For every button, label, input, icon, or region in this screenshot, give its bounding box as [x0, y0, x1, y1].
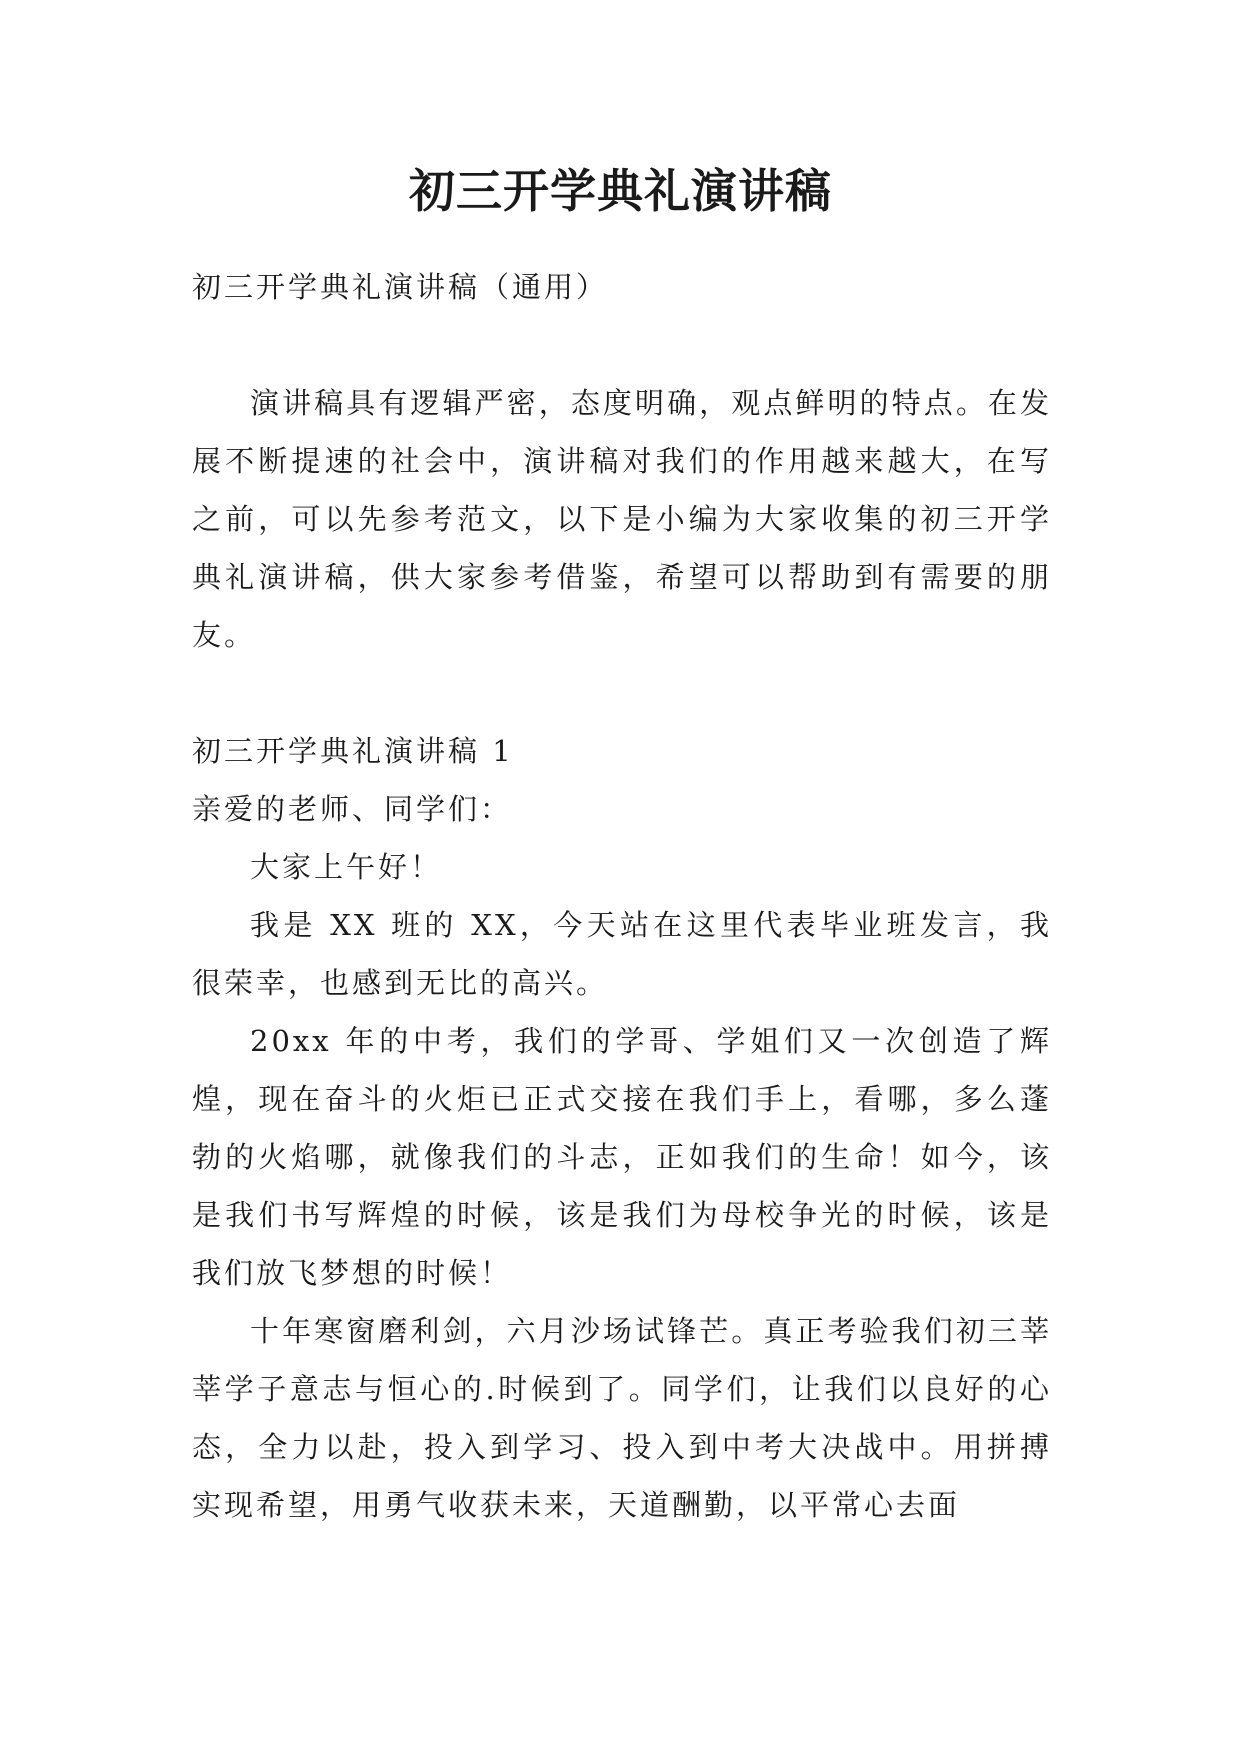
- spacer: [192, 664, 1052, 722]
- document-title: 初三开学典礼演讲稿: [409, 164, 832, 218]
- section-heading: 初三开学典礼演讲稿 1: [192, 734, 514, 768]
- intro-paragraph: 演讲稿具有逻辑严密，态度明确，观点鲜明的特点。在发展不断提速的社会中，演讲稿对我们的作用越来越大，在写之前，可以先参考范文，以下是小编为大家收集的初三开学典礼演讲稿，供大家参考借鉴，希望可以帮助到有需要的朋友。: [192, 386, 1052, 652]
- body-paragraph: 20xx 年的中考，我们的学哥、学姐们又一次创造了辉煌，现在奋斗的火炬已正式交接在我们手上，看哪，多么蓬勃的火焰哪，就像我们的斗志，正如我们的生命！如今，该是我们书写辉煌的时候，该是我们为母校争光的时候，该是我们放飞梦想的时候！: [192, 1024, 1052, 1290]
- spacer: [192, 316, 1052, 374]
- greeting: 大家上午好！: [250, 850, 443, 884]
- salutation: 亲爱的老师、同学们：: [192, 792, 513, 826]
- document-subtitle: 初三开学典礼演讲稿（通用）: [192, 270, 609, 304]
- document-body: [192, 258, 1052, 1534]
- body-paragraph: 十年寒窗磨利剑，六月沙场试锋芒。真正考验我们初三莘莘学子意志与恒心的.时候到了。同学们，让我们以良好的心态，全力以赴，投入到学习、投入到中考大决战中。用拼搏实现希望，用勇气收获未来，天道酬勤，以平常心去面: [192, 1314, 1052, 1522]
- body-paragraph: 我是 XX 班的 XX，今天站在这里代表毕业班发言，我很荣幸，也感到无比的高兴。: [192, 908, 1052, 1000]
